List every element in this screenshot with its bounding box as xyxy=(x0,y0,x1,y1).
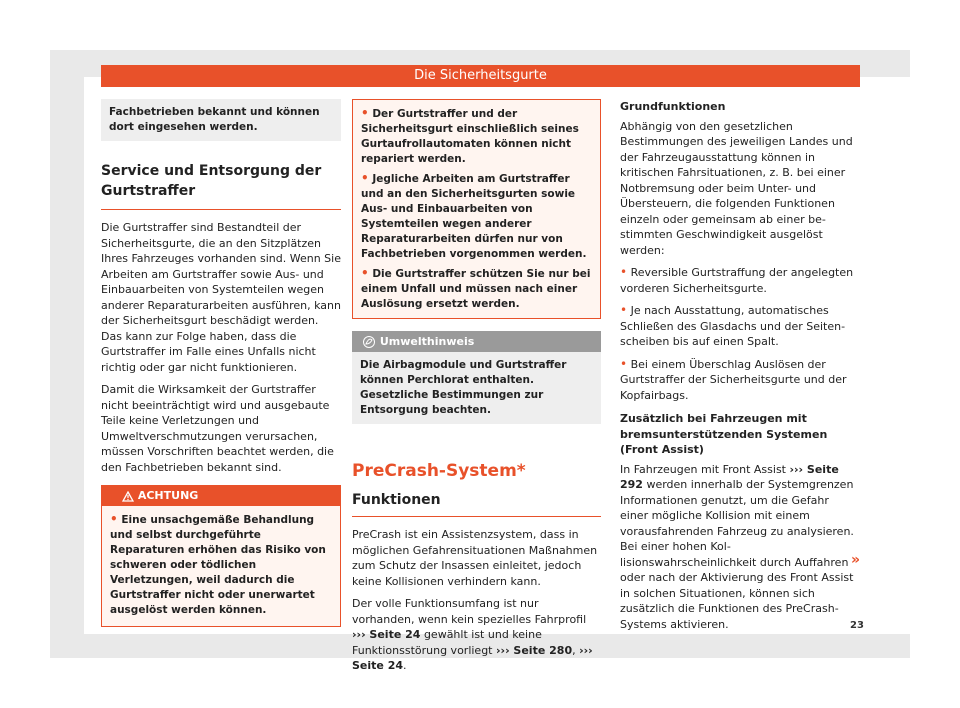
column-right xyxy=(620,99,856,639)
environment-header xyxy=(352,331,601,352)
paragraph: In Fahrzeugen mit Front Assist ››› Seite 292 werden innerhalb der Systemgrenzen Informationen genutzt, um die Gefahr einer mögliche Kollision mit einem vorausfahrenden Fahrzeug zu analysieren. Bei einer hohen Kollisionswahrscheinlichkeit durch Auffahren oder nach der Aktivierung des Front Assist in solchen Situationen, können sich zusätzlich die Funktionen des PreCrash-Systems aktivieren. xyxy=(620,462,854,631)
warning-title: ACHTUNG xyxy=(137,489,199,502)
continue-marker: » xyxy=(851,552,861,568)
page-number: 23 xyxy=(850,620,864,631)
page-reference-link[interactable]: ››› Seite 280 xyxy=(496,643,573,657)
warning-text: Eine unsachgemäße Behandlung und selbst durchgeführte Reparaturen erhöhen das Risiko von schweren oder tödlichen Verletzungen, weil dadurch die Gurtstraffer nicht oder unerwartet ausgelöst werden können. xyxy=(110,514,326,616)
environment-text: Die Airbagmodule und Gurtstraffer können Perchlorat enthalten. Gesetzliche Bestimmungen zur Entsorgung beachten. xyxy=(360,359,567,416)
section-heading xyxy=(101,161,341,210)
page-reference-link[interactable]: ››› Seite 24 xyxy=(352,628,421,641)
page-reference-link[interactable]: ››› Seite 292 xyxy=(620,462,839,491)
column-left xyxy=(101,99,341,627)
warning-box xyxy=(101,485,341,627)
environment-title: Umwelthinweis xyxy=(379,335,475,348)
leaf-icon xyxy=(362,335,376,348)
heading-front-assist: Zusätzlich bei Fahrzeugen mit bremsunterstützenden Systemen (Front Assist) xyxy=(620,412,828,456)
paragraph: PreCrash ist ein Assistenzsystem, dass in möglichen Gefahrensituationen Maßnahmen zum Schutz der Insassen einleitet, jedoch keine Kollisionen verhindern kann. xyxy=(352,528,598,588)
list-item: • Je nach Ausstattung, automatisches Schließen des Glasdachs und der Seitenscheiben bis auf einen Spalt. xyxy=(620,303,846,348)
warning-continued-box xyxy=(352,99,601,319)
subsection-title: Funktionen xyxy=(352,492,441,508)
heading-basic-functions: Grundfunktionen xyxy=(620,100,726,113)
paragraph: Der volle Funktionsumfang ist nur vorhanden, wenn kein spezielles Fahrprofil ››› Seite 24 gewählt ist und keine Funktionsstörung vorliegt ››› Seite 280, ››› Seite 24. xyxy=(352,597,593,672)
environment-note xyxy=(352,331,601,424)
list-item: • Reversible Gurtstraffung der angelegten vorderen Sicherheitsgurte. xyxy=(620,265,854,295)
warning-bullet: • Der Gurtstraffer und der Sicherheitsgurt einschließlich seines Gurtaufrollautomaten können nicht repariert werden. xyxy=(361,106,579,165)
list-item: • Bei einem Überschlag Auslösen der Gurtstraffer der Sicherheitsgurte und der Kopfairbags. xyxy=(620,356,847,402)
warning-bullet: • Die Gurtstraffer schützen Sie nur bei einem Unfall und müssen nach einer Auslösung ersetzt werden. xyxy=(361,266,591,310)
chapter-title: PreCrash-System* xyxy=(352,461,526,481)
page-header: Die Sicherheitsgurte xyxy=(101,65,860,87)
subsection-heading xyxy=(352,490,601,517)
bullet-dot: • xyxy=(110,512,118,526)
column-middle xyxy=(352,99,601,681)
paragraph: Abhängig von den gesetzlichen Bestimmungen des jeweiligen Landes und der Fahrzeugausstattung können in kritischen Fahrsituationen, z. B. bei einer Notbremsung oder beim Unter- und Übersteuern, die folgenden Funktionen einzeln oder gemeinsam ab einer bestimmten Geschwindigkeit ausgelöst werden: xyxy=(620,119,853,257)
warning-triangle-icon xyxy=(122,489,134,502)
paragraph: Die Gurtstraffer sind Bestandteil der Sicherheitsgurte, die an den Sitzplätzen Ihres Fahrzeuges vorhanden sind. Wenn Sie Arbeiten am Gurtstraffer sowie Aus- und Einbauarbeiten von Systemteilen wegen anderer Reparaturarbeiten ausführen, kann der Sicherheitsgurt beschädigt werden. Das kann zur Folge haben, dass die Gurtstraffer im Falle eines Unfalls nicht richtig oder gar nicht funktionieren. xyxy=(101,221,341,374)
warning-header xyxy=(102,486,340,506)
info-box: Fachbetrieben bekannt und können dort eingesehen werden. xyxy=(101,99,341,141)
warning-body xyxy=(102,506,340,626)
page-reference-link[interactable]: ››› Seite 24 xyxy=(352,643,593,672)
paragraph: Damit die Wirksamkeit der Gurtstraffer nicht beeinträchtigt wird und ausgebaute Teile keine Verletzungen und Umweltverschmutzungen verursachen, müssen Vorschriften beachtet werden, die den Fachbetrieben bekannt sind. xyxy=(101,383,334,474)
section-title: Service und Entsorgung der Gurtstraffer xyxy=(101,163,322,199)
warning-bullet: • Jegliche Arbeiten am Gurtstraffer und an den Sicherheitsgurten sowie Aus- und Einbauarbeiten von Systemteilen wegen anderer Reparaturarbeiten dürfen nur von Fachbetrieben vorgenommen werden. xyxy=(361,171,587,260)
